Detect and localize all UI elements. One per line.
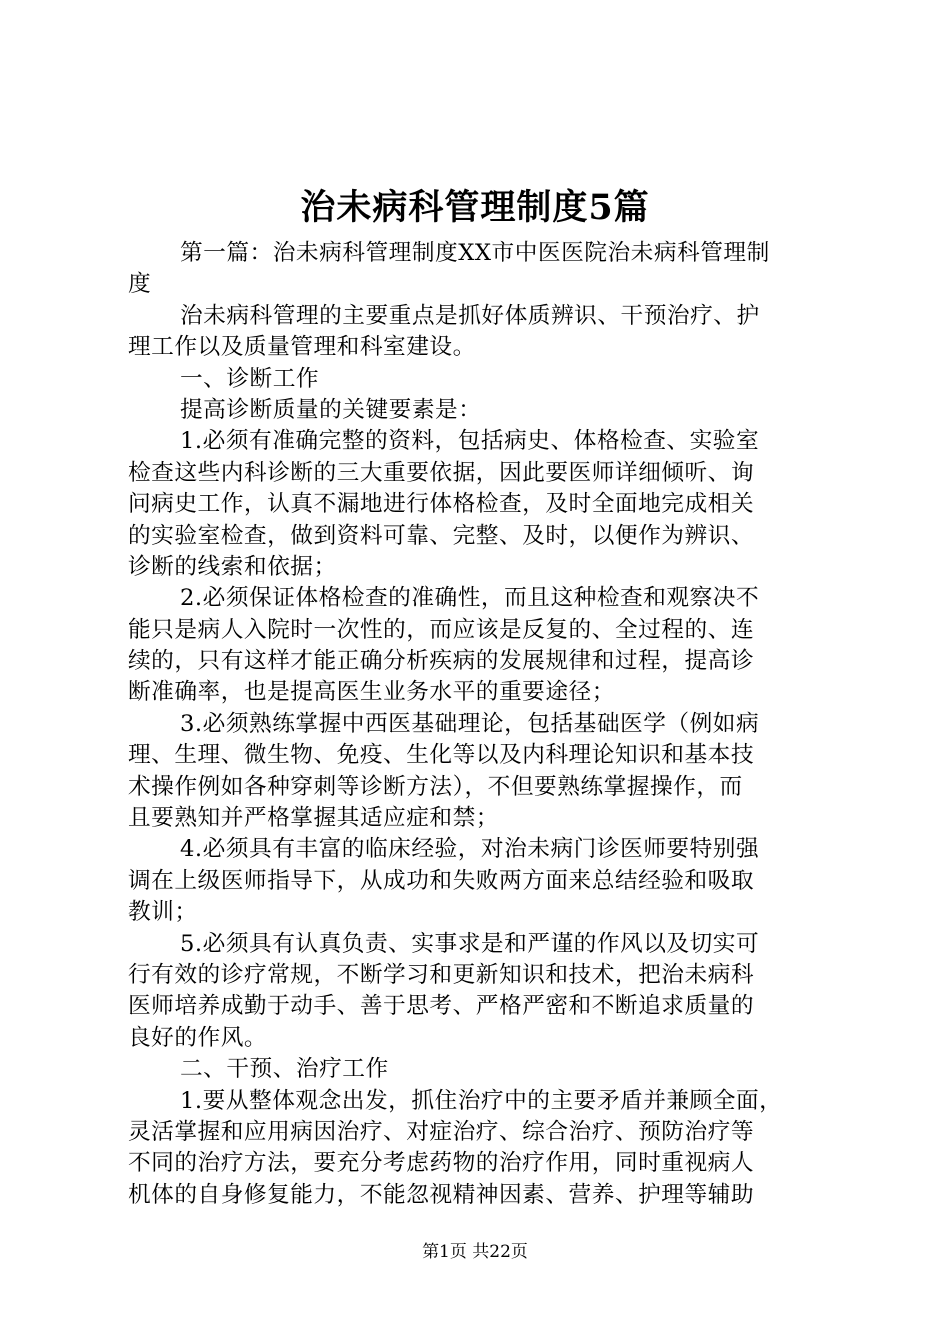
body-line: 1.必须有准确完整的资料，包括病史、体格检查、实验室 xyxy=(180,428,760,455)
body-line: 提高诊断质量的关键要素是： xyxy=(180,396,482,423)
body-line: 不同的治疗方法，要充分考虑药物的治疗作用，同时重视病人 xyxy=(128,1150,755,1177)
body-line: 的实验室检查，做到资料可靠、完整、及时，以便作为辨识、 xyxy=(128,522,755,549)
body-line: 续的，只有这样才能正确分析疾病的发展规律和过程，提高诊 xyxy=(128,648,755,675)
body-line: 调在上级医师指导下，从成功和失败两方面来总结经验和吸取 xyxy=(128,867,755,894)
body-line: 二、干预、治疗工作 xyxy=(180,1056,389,1083)
body-line: 理工作以及质量管理和科室建设。 xyxy=(128,334,476,361)
body-line: 度 xyxy=(128,271,152,298)
body-line: 一、诊断工作 xyxy=(180,365,320,392)
document-body xyxy=(128,238,832,1211)
body-line: 教训； xyxy=(128,899,198,926)
body-line: 术操作例如各种穿刺等诊断方法），不但要熟练掌握操作，而 xyxy=(128,773,743,800)
body-line: 检查这些内科诊断的三大重要依据，因此要医师详细倾听、询 xyxy=(128,459,755,486)
body-line: 良好的作风。 xyxy=(128,1024,268,1051)
body-line: 1.要从整体观念出发，抓住治疗中的主要矛盾并兼顾全面， xyxy=(180,1087,783,1114)
body-line: 3.必须熟练掌握中西医基础理论，包括基础医学（例如病 xyxy=(180,710,760,737)
body-line: 诊断的线索和依据； xyxy=(128,553,337,580)
body-line: 且要熟知并严格掌握其适应症和禁； xyxy=(128,805,499,832)
body-line: 医师培养成勤于动手、善于思考、严格严密和不断追求质量的 xyxy=(128,993,755,1020)
body-line: 灵活掌握和应用病因治疗、对症治疗、综合治疗、预防治疗等 xyxy=(128,1118,755,1145)
body-line: 5.必须具有认真负责、实事求是和严谨的作风以及切实可 xyxy=(180,930,760,957)
body-line: 理、生理、微生物、免疫、生化等以及内科理论知识和基本技 xyxy=(128,742,755,769)
body-line: 机体的自身修复能力，不能忽视精神因素、营养、护理等辅助 xyxy=(128,1181,755,1208)
document-title: 治未病科管理制度5篇 xyxy=(300,187,650,228)
body-line: 治未病科管理的主要重点是抓好体质辨识、干预治疗、护 xyxy=(180,302,760,329)
body-line: 能只是病人入院时一次性的，而应该是反复的、全过程的、连 xyxy=(128,616,755,643)
body-line: 4.必须具有丰富的临床经验，对治未病门诊医师要特别强 xyxy=(180,836,760,863)
body-line: 2.必须保证体格检查的准确性，而且这种检查和观察决不 xyxy=(180,585,760,612)
page-footer: 第1页 共22页 xyxy=(422,1242,528,1262)
body-line: 第一篇：治未病科管理制度XX市中医医院治未病科管理制 xyxy=(180,240,770,266)
body-line: 问病史工作，认真不漏地进行体格检查，及时全面地完成相关 xyxy=(128,491,755,518)
body-line: 断准确率，也是提高医生业务水平的重要途径； xyxy=(128,679,615,706)
body-line: 行有效的诊疗常规，不断学习和更新知识和技术，把治未病科 xyxy=(128,961,755,988)
